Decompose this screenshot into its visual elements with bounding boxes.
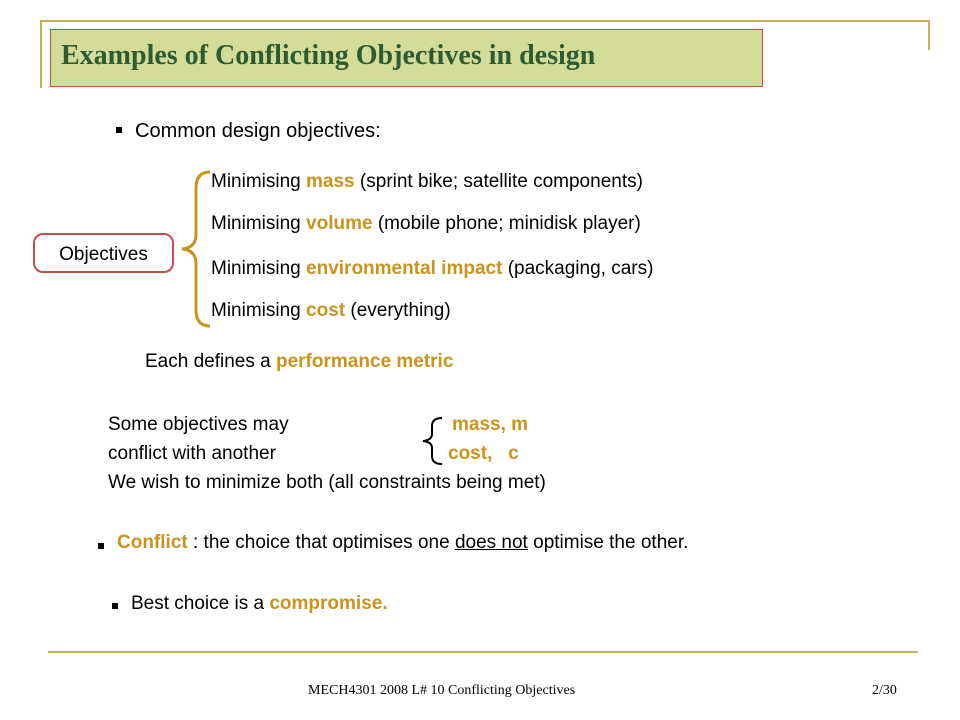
conflict-line-3: We wish to minimize both (all constraints being met) — [108, 472, 546, 493]
bullet-icon — [112, 603, 118, 609]
conflict-pair-cost: cost, c — [448, 443, 519, 464]
footer-course: MECH4301 2008 L# 10 Conflicting Objectives — [308, 683, 576, 698]
conflict-line-1: Some objectives may — [108, 414, 289, 435]
conflict-pair-mass: mass, m — [452, 414, 529, 435]
right-rule — [928, 20, 930, 50]
objective-item: Minimising mass (sprint bike; satellite components) — [211, 171, 643, 192]
title-box — [50, 29, 763, 87]
conflict-brace-icon — [420, 416, 444, 466]
objectives-box-label: Objectives — [59, 244, 148, 265]
bullet-icon — [98, 543, 104, 549]
conflict-definition: Conflict : the choice that optimises one does not optimise the other. — [117, 532, 689, 553]
objective-item: Minimising cost (everything) — [211, 300, 451, 321]
bullet-icon — [116, 127, 122, 133]
compromise-line: Best choice is a compromise. — [131, 593, 388, 614]
page-title: Examples of Conflicting Objectives in design — [61, 40, 596, 71]
left-rule — [40, 20, 42, 88]
objective-item: Minimising volume (mobile phone; minidisk player) — [211, 213, 641, 234]
bottom-rule — [48, 651, 918, 653]
objectives-brace-icon — [180, 168, 212, 330]
footer-page-number: 2/30 — [872, 683, 897, 698]
objectives-box — [33, 233, 174, 273]
top-rule — [40, 20, 930, 22]
conflict-line-2: conflict with another — [108, 443, 276, 464]
performance-metric-line: Each defines a performance metric — [145, 351, 454, 372]
objective-item: Minimising environmental impact (packaging, cars) — [211, 258, 654, 279]
common-objectives-label: Common design objectives: — [135, 120, 381, 142]
